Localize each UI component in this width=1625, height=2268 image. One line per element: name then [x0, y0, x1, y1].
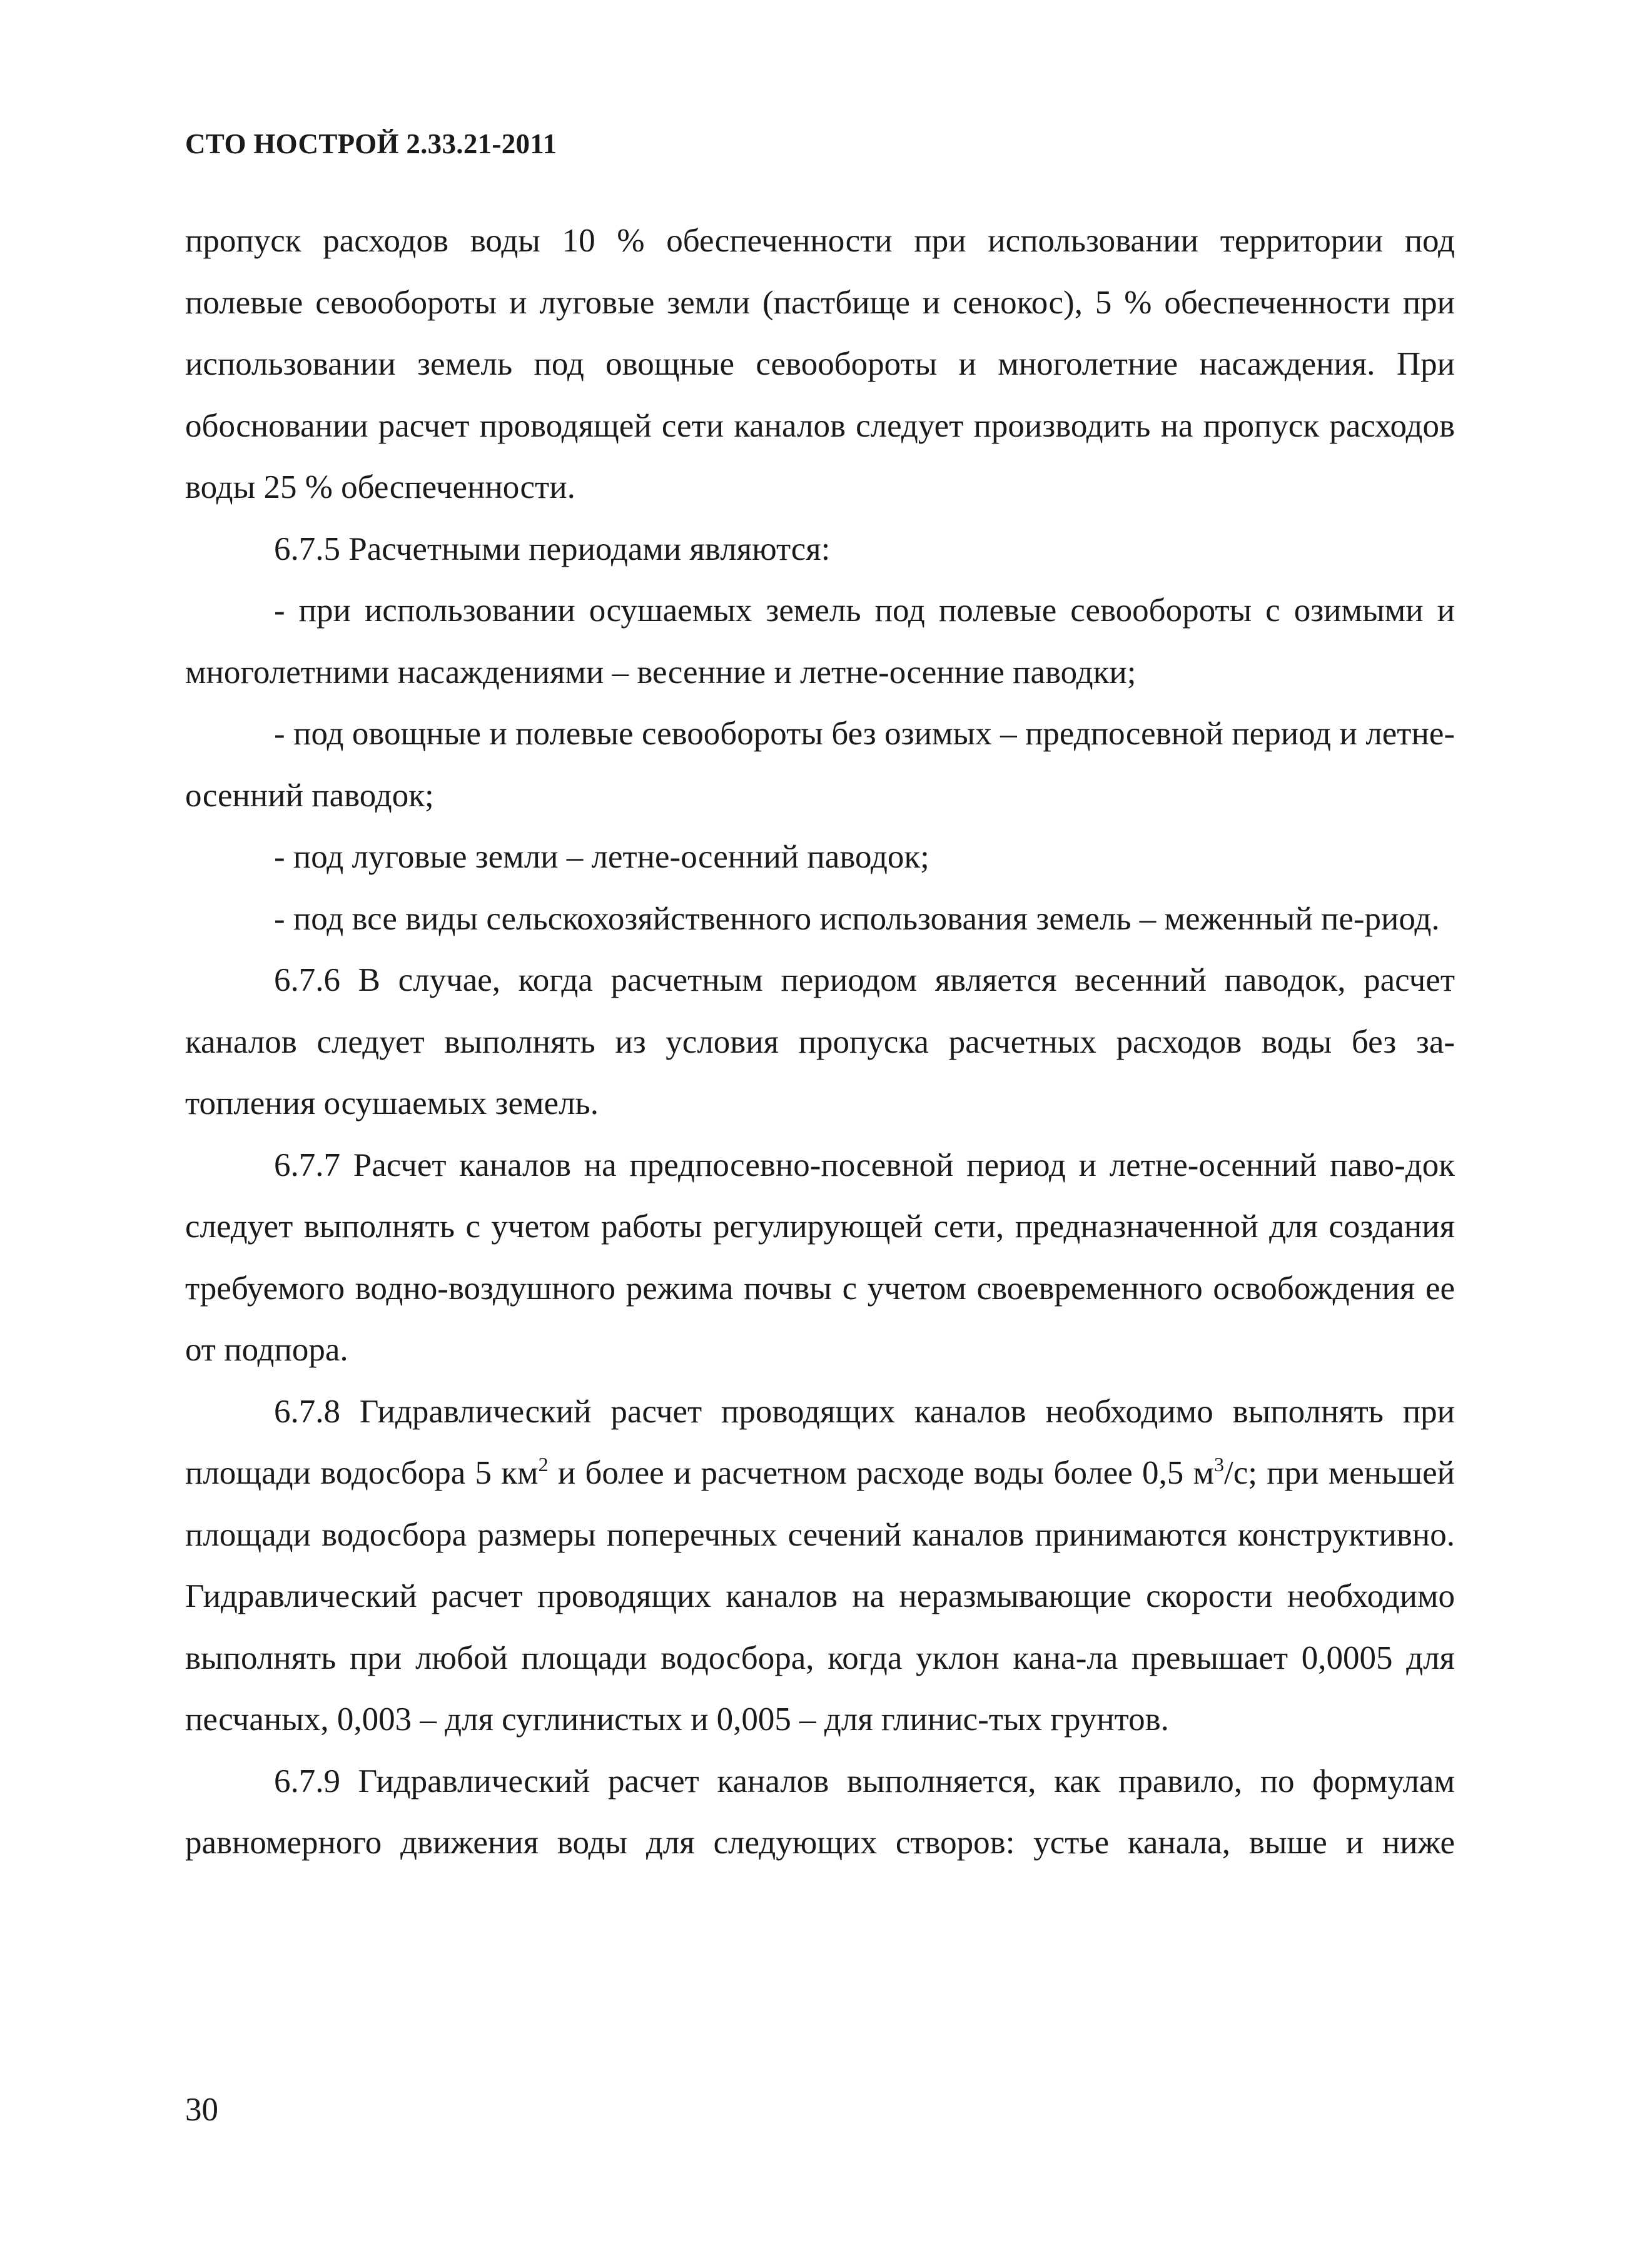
- list-item-all-uses: - под все виды сельскохозяйственного использования земель – меженный пе-риод.: [274, 900, 1440, 937]
- list-item-meadow-lands: - под луговые земли – летне-осенний паводок;: [274, 839, 929, 875]
- list-item-vegetable-rotations: - под овощные и полевые севообороты без озимых – предпосевной период и летне-осенний паводок;: [185, 716, 1455, 814]
- paragraph-6-7-9: 6.7.9 Гидравлический расчет каналов выполняется, как правило, по формулам равномерного движения воды для следующих створов: устье канала, выше и ниже: [185, 1763, 1455, 1861]
- document-body: [185, 210, 1455, 1874]
- paragraph-flow-rates: пропуск расходов воды 10 % обеспеченности при использовании территории под полевые севообороты и луговые земли (пастбище и сенокос), 5 % обеспеченности при использовании земель под овощные севообороты и многолетние насаждения. При обосновании расчет проводящей сети каналов следует производить на пропуск расходов воды 25 % обеспеченности.: [185, 223, 1455, 505]
- paragraph-6-7-8-part-a: 6.7.8 Гидравлический расчет проводящих каналов необходимо выполнять при площади водосбора 5 км: [185, 1393, 1455, 1491]
- superscript-square: 2: [538, 1453, 549, 1476]
- paragraph-6-7-7: 6.7.7 Расчет каналов на предпосевно-посевной период и летне-осенний паво-док следует выполнять с учетом работы регулирующей сети, предназначенной для создания требуемого водно-воздушного режима почвы с учетом своевременного освобождения ее от подпора.: [185, 1147, 1455, 1368]
- document-header: СТО НОСТРОЙ 2.33.21-2011: [185, 128, 557, 159]
- paragraph-6-7-8-part-b: и более и расчетном расходе воды более 0,5 м: [548, 1455, 1215, 1491]
- superscript-cube: 3: [1214, 1453, 1225, 1476]
- paragraph-6-7-8-part-c: /с; при меньшей площади водосбора размеры поперечных сечений каналов принимаются конструктивно. Гидравлический расчет проводящих каналов на неразмывающие скорости необходимо выполнять при любой площади водосбора, когда уклон кана-ла превышает 0,0005 для песчаных, 0,003 – для суглинистых и 0,005 – для глинис-тых грунтов.: [185, 1455, 1455, 1738]
- paragraph-6-7-5: 6.7.5 Расчетными периодами являются:: [274, 530, 831, 567]
- paragraph-6-7-6: 6.7.6 В случае, когда расчетным периодом является весенний паводок, расчет каналов следует выполнять из условия пропуска расчетных расходов воды без за-топления осушаемых земель.: [185, 962, 1455, 1121]
- paragraph-6-7-8: [185, 1381, 1455, 1751]
- page-number: 30: [185, 2092, 218, 2128]
- list-item-field-rotations: - при использовании осушаемых земель под полевые севообороты с озимыми и многолетними насаждениями – весенние и летне-осенние паводки;: [185, 592, 1455, 691]
